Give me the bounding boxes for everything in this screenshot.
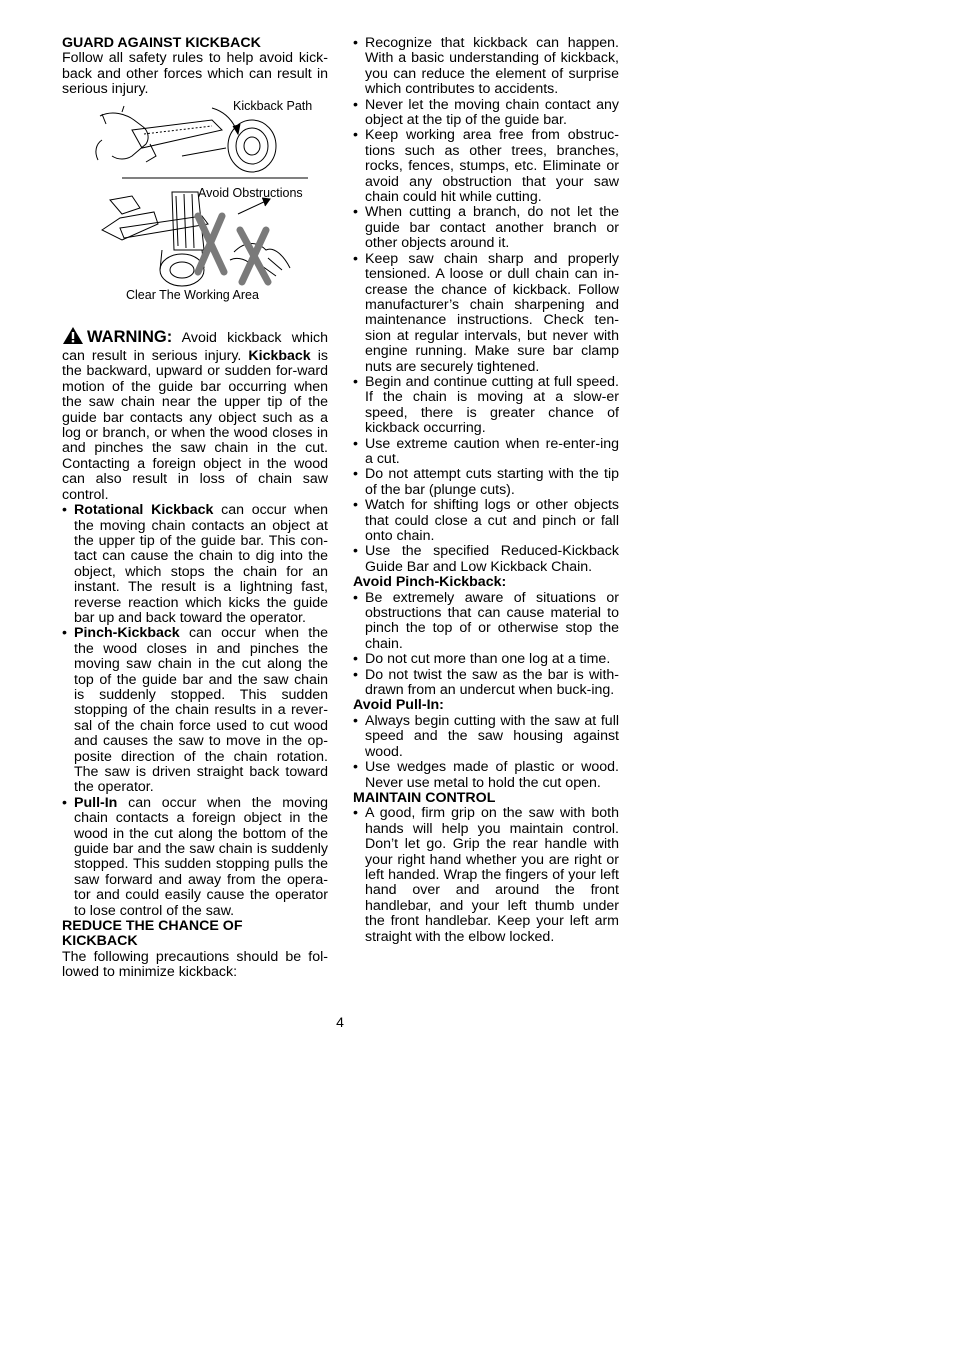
warning-paragraph (62, 326, 328, 503)
list-item: • Use wedges made of plastic or wood. Never use metal to hold the cut open. (353, 760, 619, 791)
warning-text-1: Avoid kickback which can result in serious injury. (62, 329, 328, 365)
guard-intro: Follow all safety rules to help avoid kick-back and other forces which can result in serious injury. (62, 50, 328, 98)
kickback-term: Kickback (248, 348, 311, 365)
list-item: • Never let the moving chain contact any object at the tip of the guide bar. (353, 98, 619, 129)
pinch-list (353, 591, 619, 699)
page-number: 4 (336, 1014, 344, 1030)
guard-heading: GUARD AGAINST KICKBACK (62, 35, 261, 51)
list-item: • Keep saw chain sharp and properly tensioned. A loose or dull chain can in-crease the chance of kickback. Follow manufacturer’s chain sharpening and maintenance instructions. Check ten-sion at regular intervals, but never with engine running. Make sure bar clamp nuts are securely tightened. (353, 252, 619, 375)
precautions-list (353, 36, 619, 575)
list-item: • Use extreme caution when re-enter-ing a cut. (353, 437, 619, 468)
bullet-term: Pinch-Kickback (74, 625, 180, 642)
bullet-text: can occur when the the wood closes in and pinches the moving saw chain in the cut along the top of the guide bar and the saw chain is suddenly stopped. This sudden stopping of the chain results in a rever-sal of the chain force used to cut wood and causes the saw to move in the op-posite direction of the chain rotation. The saw is driven straight back toward the operator. (74, 625, 328, 796)
avoid-obstructions-label: Avoid Obstructions (198, 185, 303, 200)
list-item: • Always begin cutting with the saw at full speed and the saw housing against wood. (353, 714, 619, 760)
kickback-illustration (62, 100, 328, 308)
reduce-heading-line-1: REDUCE THE CHANCE OF (62, 918, 243, 935)
warning-text-2: is the backward, upward or sudden for-ward motion of the guide bar occurring when the saw chain near the upper tip of the guide bar contacts any object such as a log or branch, or when the wood closes in and pinches the saw chain in the cut. Contacting a foreign object in the wood can also result in loss of chain saw control. (62, 348, 328, 503)
list-item (62, 796, 328, 919)
kickback-types-list (62, 503, 328, 919)
pullin-list (353, 714, 619, 791)
maintain-list (353, 806, 619, 945)
clear-area-label: Clear The Working Area (126, 287, 259, 302)
list-item: • When cutting a branch, do not let the guide bar contact another branch or other objects around it. (353, 205, 619, 251)
warning-label: WARNING: (87, 327, 173, 346)
list-item: • Do not cut more than one log at a time. (353, 652, 619, 667)
bullet-text: can occur when the moving chain contacts an object at the upper tip of the guide bar. This con-tact can cause the chain to dig into the object, which stops the chain for an instant. The result is a lightning fast, reverse reaction which kicks the guide bar up and back toward the operator. (74, 502, 329, 626)
reduce-heading-line-2: KICKBACK (62, 933, 138, 950)
reduce-intro: The following precautions should be fol-lowed to minimize kickback: (62, 948, 328, 981)
maintain-heading: MAINTAIN CONTROL (353, 789, 496, 806)
list-item (62, 626, 328, 795)
list-item: • Watch for shifting logs or other objects that could close a cut and pinch or fall onto chain. (353, 498, 619, 544)
list-item: • Keep working area free from obstruc-tions such as other trees, branches, rocks, fences, stumps, etc. Eliminate or avoid any obstruction that your saw chain could hit while cutting. (353, 128, 619, 205)
list-item: • Be extremely aware of situations or obstructions that can cause material to pinch the top of or otherwise stop the chain. (353, 591, 619, 653)
pinch-heading: Avoid Pinch-Kickback: (353, 574, 507, 591)
list-item: • Use the specified Reduced-Kickback Guide Bar and Low Kickback Chain. (353, 544, 619, 575)
bullet-term: Rotational Kickback (74, 502, 214, 519)
right-column (353, 36, 619, 945)
bullet-term: Pull-In (74, 794, 118, 811)
bullet-text: can occur when the moving chain contacts a foreign object in the wood in the cut along the bottom of the guide bar and the saw chain is suddenly stopped. This sudden stopping pulls the saw forward and away from the opera-tor and could easily cause the operator to lose control of the saw. (74, 794, 328, 919)
list-item: • Do not twist the saw as the bar is with-drawn from an undercut when buck-ing. (353, 668, 619, 699)
warning-triangle-icon (62, 326, 84, 349)
kickback-drawing (62, 100, 328, 308)
list-item: • A good, firm grip on the saw with both hands will help you maintain control. Don’t let go. Grip the rear handle with your right hand whether you are right or left handed. Wrap the fingers of your left hand over and around the front handlebar, and your left thumb under the front handlebar. Keep your left arm straight with the elbow locked. (353, 806, 619, 945)
list-item: • Recognize that kickback can happen. With a basic understanding of kickback, you can reduce the element of surprise which contributes to accidents. (353, 36, 619, 98)
list-item (62, 503, 328, 626)
list-item: • Begin and continue cutting at full speed. If the chain is moving at a slow-er speed, there is greater chance of kickback occurring. (353, 375, 619, 437)
list-item: • Do not attempt cuts starting with the tip of the bar (plunge cuts). (353, 467, 619, 498)
left-column (62, 36, 328, 981)
kickback-path-label: Kickback Path (233, 98, 313, 113)
pullin-heading: Avoid Pull-In: (353, 697, 444, 714)
